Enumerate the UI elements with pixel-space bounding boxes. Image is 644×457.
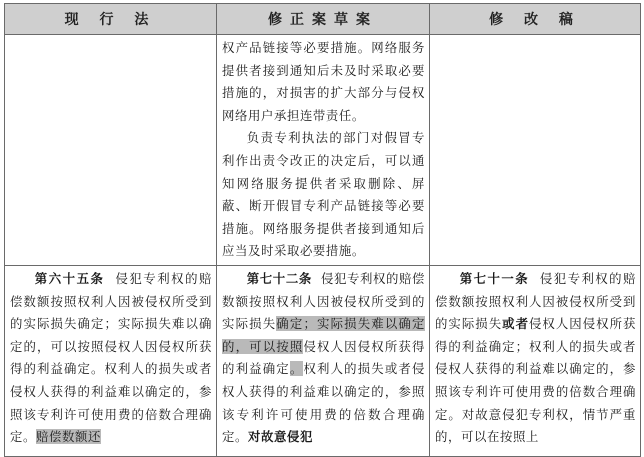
article-text-current: 侵犯专利权的赔偿数额按照权利人因被侵权所受到的实际损失确定；实际损失难以确定的，可以按照侵权人因侵权所获得的利益确定。权利人的损失或者侵权人获得的利益难以确定的，参照该专利许可使用费的倍数合理确定。 (10, 270, 213, 445)
highlighted-text-current: 赔偿数额还 (35, 429, 101, 445)
table-row (5, 35, 641, 266)
comparison-table (4, 3, 641, 457)
bold-text-revised: 或者 (502, 316, 529, 332)
article-number-current: 第六十五条 (34, 270, 105, 286)
highlighted-text-draft-2: 。 (289, 361, 304, 377)
row2-revised-draft-cell (430, 265, 641, 456)
article-number-revised: 第七十一条 (459, 270, 530, 286)
article-text-draft-b: 侵权人因侵权所获得的利益确定 (222, 338, 425, 377)
header-row (5, 4, 641, 35)
highlighted-text-draft-1: 确定；实际损失难以确定的，可以按照 (222, 316, 425, 354)
article-text-revised-b: 侵权人因侵权所获得的利益确定；权利人的损失或者侵权人获得的利益难以确定的，参照该专利许可使用费的倍数合理确定。对故意侵犯专利权，情节严重的，可以在按照上 (435, 316, 636, 445)
row1-current-law-cell (5, 35, 217, 266)
header-revised-draft: 修 改 稿 (430, 4, 641, 35)
header-draft-amendment: 修正案草案 (217, 4, 430, 35)
article-number-draft: 第七十二条 (246, 270, 312, 286)
article-text-draft-c: 权利人的损失或者侵权人获得的利益难以确定的，参照该专利许可使用费的倍数合理确定。 (222, 361, 425, 445)
bold-text-draft: 对故意侵犯 (247, 429, 313, 445)
row1-revised-draft-cell (430, 35, 641, 266)
row1-draft-paragraph-1: 权产品链接等必要措施。网络服务提供者接到通知后未及时采取必要措施的，对损害的扩大部分与侵权网络用户承担连带责任。 (222, 40, 425, 123)
row1-draft-amendment-cell (217, 35, 430, 266)
row2-current-law-cell (5, 265, 217, 456)
row2-draft-amendment-cell (217, 265, 430, 456)
table-row (5, 265, 641, 456)
article-text-draft-a: 侵犯专利权的赔偿数额按照权利人因被侵权所受到的实际损失 (222, 270, 426, 332)
header-current-law: 现 行 法 (5, 4, 217, 35)
article-text-revised-a: 侵犯专利权的赔偿数额按照权利人因被侵权所受到的实际损失 (435, 270, 637, 332)
row1-draft-paragraph-2: 负责专利执法的部门对假冒专利作出责令改正的决定后，可以通知网络服务提供者采取删除、屏蔽、断开假冒专利产品链接等必要措施。网络服务提供者接到通知后应当及时采取必要措施。 (222, 130, 425, 259)
